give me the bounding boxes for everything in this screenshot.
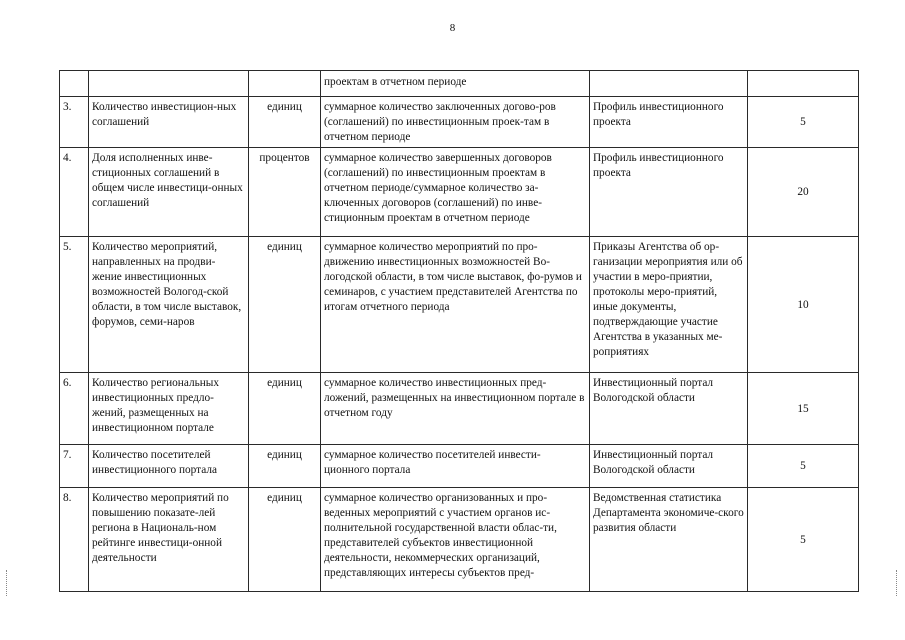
cell-unit: единиц <box>249 373 321 445</box>
cell-source: Ведомственная статистика Департамента экономиче-ского развития области <box>590 488 748 592</box>
cell-value: 5 <box>748 97 859 148</box>
cell-value: 20 <box>748 148 859 237</box>
cell-name: Количество посетителей инвестиционного портала <box>89 445 249 488</box>
table-row-continued <box>60 71 859 97</box>
cell-name: Количество инвестицион-ных соглашений <box>89 97 249 148</box>
cell-source: Приказы Агентства об ор-ганизации мероприятия или об участии в меро-приятии, протоколы меро-приятий, иные документы, подтверждающие участие Агентства в указанных ме-роприятиях <box>590 237 748 373</box>
cell-value: 5 <box>748 445 859 488</box>
cell-num <box>60 71 89 97</box>
cell-num: 5. <box>60 237 89 373</box>
cell-unit: единиц <box>249 97 321 148</box>
cell-value: 5 <box>748 488 859 592</box>
cell-value <box>748 71 859 97</box>
cell-value: 10 <box>748 237 859 373</box>
cell-name: Количество мероприятий по повышению показате-лей региона в Националь-ном рейтинге инвестици-онной деятельности <box>89 488 249 592</box>
cell-source: Профиль инвестиционного проекта <box>590 97 748 148</box>
cell-num: 6. <box>60 373 89 445</box>
cell-name: Количество мероприятий, направленных на продви-жение инвестиционных возможностей Вологод-ской области, в том числе выставок, форумов, семи-наров <box>89 237 249 373</box>
table-row <box>60 373 859 445</box>
cell-method: суммарное количество завершенных договоров (соглашений) по инвестиционным проектам в отчетном периоде/суммарное количество за-ключенных договоров (соглашений) по инве-стиционным проектам в отчетном периоде <box>321 148 590 237</box>
table-row <box>60 148 859 237</box>
indicators-table <box>59 70 859 592</box>
cell-unit: процентов <box>249 148 321 237</box>
cell-num: 8. <box>60 488 89 592</box>
cell-method: проектам в отчетном периоде <box>321 71 590 97</box>
scan-edge-mark-left <box>6 570 9 596</box>
table-row <box>60 445 859 488</box>
cell-method: суммарное количество мероприятий по про-движению инвестиционных возможностей Во-логодской области, в том числе выставок, фо-румов и семинаров, с участием представителей Агентства по итогам отчетного периода <box>321 237 590 373</box>
cell-source: Инвестиционный портал Вологодской области <box>590 373 748 445</box>
cell-unit <box>249 71 321 97</box>
cell-source <box>590 71 748 97</box>
cell-source: Профиль инвестиционного проекта <box>590 148 748 237</box>
cell-source: Инвестиционный портал Вологодской области <box>590 445 748 488</box>
cell-unit: единиц <box>249 488 321 592</box>
cell-name <box>89 71 249 97</box>
cell-value: 15 <box>748 373 859 445</box>
cell-num: 4. <box>60 148 89 237</box>
cell-method: суммарное количество организованных и про-веденных мероприятий с участием органов ис-полнительной государственной власти облас-ти, представителей субъектов инвестиционной деятельности, некоммерческих организаций, представляющих интересы субъектов пред- <box>321 488 590 592</box>
cell-method: суммарное количество посетителей инвести-ционного портала <box>321 445 590 488</box>
cell-name: Количество региональных инвестиционных предло-жений, размещенных на инвестиционном портале <box>89 373 249 445</box>
table-row <box>60 97 859 148</box>
cell-unit: единиц <box>249 445 321 488</box>
table-row <box>60 488 859 592</box>
cell-method: суммарное количество инвестиционных пред-ложений, размещенных на инвестиционном портале в отчетном году <box>321 373 590 445</box>
cell-num: 3. <box>60 97 89 148</box>
table-row <box>60 237 859 373</box>
cell-num: 7. <box>60 445 89 488</box>
cell-method: суммарное количество заключенных догово-ров (соглашений) по инвестиционным проек-там в отчетном периоде <box>321 97 590 148</box>
cell-unit: единиц <box>249 237 321 373</box>
page-number: 8 <box>449 22 456 34</box>
cell-name: Доля исполненных инве-стиционных соглашений в общем числе инвестици-онных соглашений <box>89 148 249 237</box>
scan-edge-mark-right <box>896 570 899 596</box>
